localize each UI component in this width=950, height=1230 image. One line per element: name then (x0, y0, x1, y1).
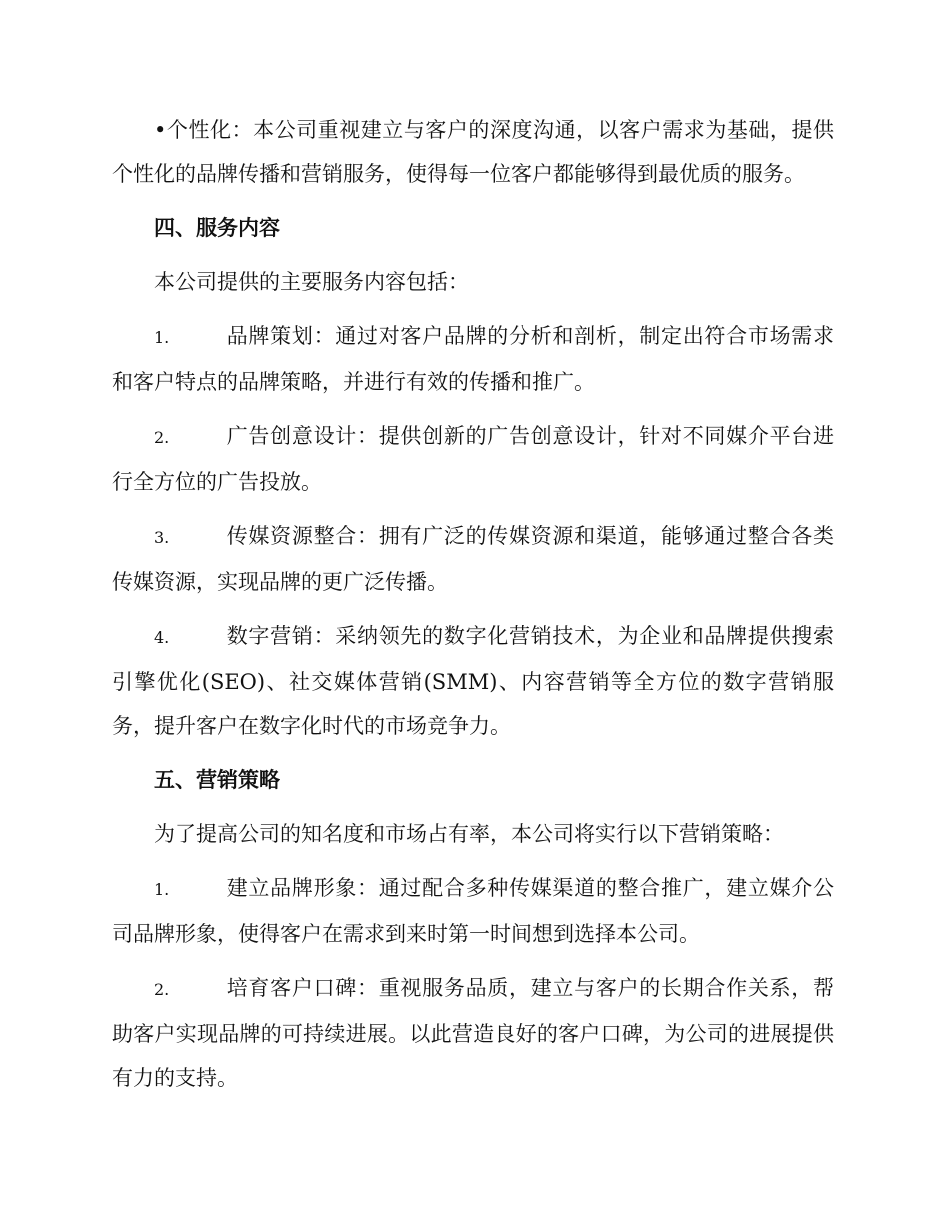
list-item-text: 广告创意设计：提供创新的广告创意设计，针对不同媒介平台进行全方位的广告投放。 (112, 424, 834, 494)
list-item-number: 1. (154, 328, 170, 347)
list-item (112, 414, 834, 504)
intro-paragraph (112, 108, 834, 196)
list-item-number: 4. (154, 628, 170, 647)
list-item (112, 866, 834, 956)
list-item-number: 2. (154, 428, 170, 447)
list-item (112, 514, 834, 604)
section-4-lead: 本公司提供的主要服务内容包括： (154, 270, 469, 294)
section-4-heading: 四、服务内容 (154, 215, 280, 240)
list-item-number: 2. (154, 980, 170, 999)
list-item-text: 培育客户口碑：重视服务品质，建立与客户的长期合作关系，帮助客户实现品牌的可持续进展。以此营造良好的客户口碑，为公司的进展提供有力的支持。 (112, 976, 834, 1090)
section-5-heading: 五、营销策略 (154, 767, 280, 792)
bullet-marker: • (154, 118, 167, 142)
list-item-text: 传媒资源整合：拥有广泛的传媒资源和渠道，能够通过整合各类传媒资源，实现品牌的更广泛传播。 (112, 524, 834, 594)
document-page (112, 108, 834, 1110)
list-item-number: 3. (154, 528, 170, 547)
list-item (112, 966, 834, 1100)
section-5-lead: 为了提高公司的知名度和市场占有率，本公司将实行以下营销策略： (154, 822, 784, 846)
list-item (112, 314, 834, 404)
list-item-text: 品牌策划：通过对客户品牌的分析和剖析，制定出符合市场需求和客户特点的品牌策略，并进行有效的传播和推广。 (112, 324, 834, 394)
list-item-number: 1. (154, 880, 170, 899)
intro-text: 个性化：本公司重视建立与客户的深度沟通，以客户需求为基础，提供个性化的品牌传播和营销服务，使得每一位客户都能够得到最优质的服务。 (112, 118, 834, 186)
list-item (112, 614, 834, 748)
list-item-text: 数字营销：采纳领先的数字化营销技术，为企业和品牌提供搜索引擎优化(SEO)、社交媒体营销(SMM)、内容营销等全方位的数字营销服务，提升客户在数字化时代的市场竞争力。 (112, 624, 834, 738)
list-item-text: 建立品牌形象：通过配合多种传媒渠道的整合推广，建立媒介公司品牌形象，使得客户在需求到来时第一时间想到选择本公司。 (112, 876, 834, 946)
